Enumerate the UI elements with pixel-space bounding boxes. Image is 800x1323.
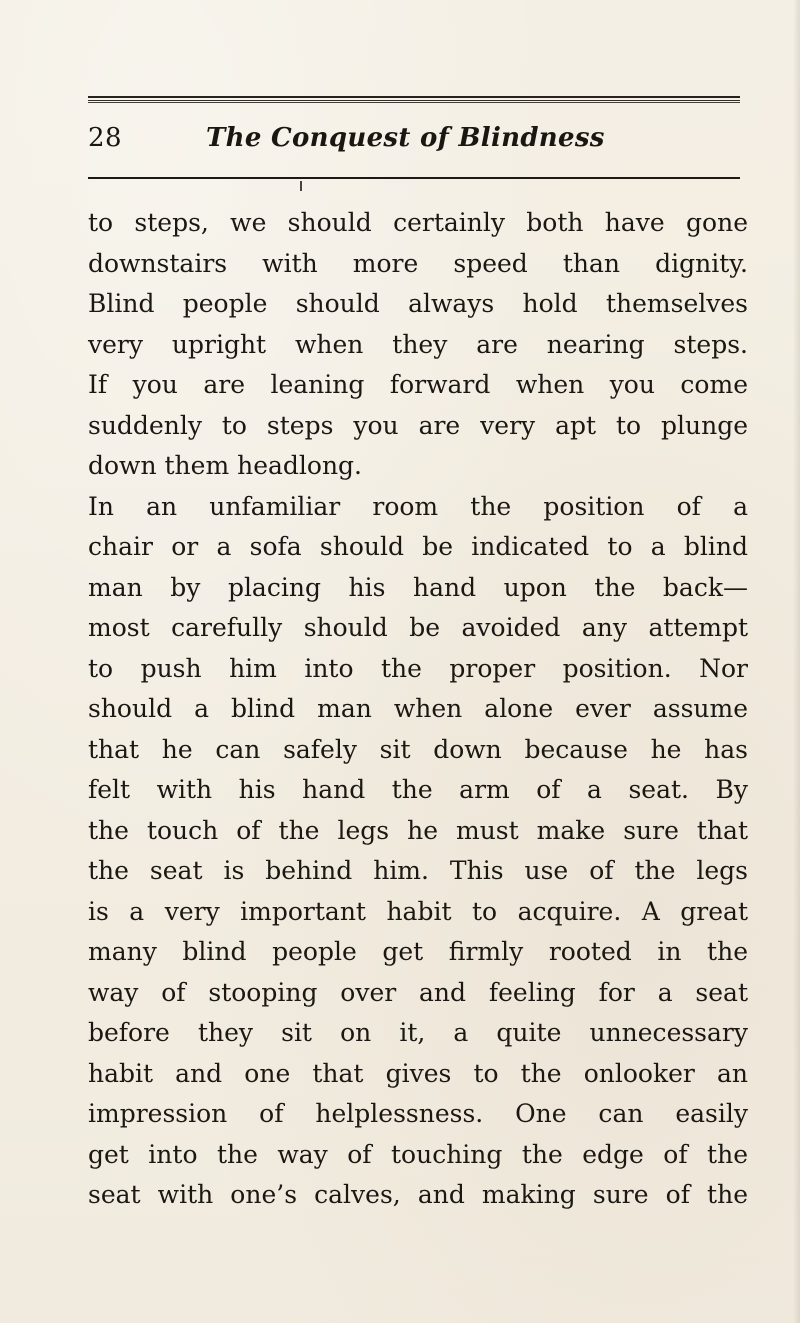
header-top-rule [88,96,740,105]
text-line: In an unfamiliar room the position of a [88,491,748,521]
text-line: to push him into the proper position. Nor [88,653,748,683]
text-line: should a blind man when alone ever assume [88,694,748,723]
text-line: is a very important habit to acquire. A great [88,896,748,926]
text-line: most carefully should be avoided any attempt [88,613,748,642]
text-line: man by placing his hand upon the back— [88,572,748,602]
text-line: habit and one that gives to the onlooker an [88,1058,748,1088]
print-mark [300,181,302,191]
text-line: very upright when they are nearing steps. [88,329,748,359]
text-line: suddenly to steps you are very apt to plunge [88,410,748,440]
text-line: to steps, we should certainly both have gone [88,208,748,237]
body-text [88,203,748,1216]
text-line: downstairs with more speed than dignity. [88,248,748,278]
text-line: felt with his hand the arm of a seat. By [88,775,748,804]
text-line: the seat is behind him. This use of the legs [88,856,748,885]
text-line: Blind people should always hold themselves [88,289,748,318]
text-line: the touch of the legs he must make sure that [88,815,748,845]
text-line: many blind people get firmly rooted in the [88,937,748,966]
text-line: down them headlong. [88,451,362,480]
text-line: that he can safely sit down because he has [88,734,748,764]
header-bottom-rule [88,177,740,179]
text-line: before they sit on it, a quite unnecessary [88,1018,748,1047]
running-title: The Conquest of Blindness [206,123,605,153]
text-line: seat with one’s calves, and making sure of the [88,1180,748,1209]
page-number: 28 [88,123,123,153]
text-line: way of stooping over and feeling for a seat [88,977,748,1007]
text-line: chair or a sofa should be indicated to a blind [88,532,748,561]
text-line: get into the way of touching the edge of the [88,1139,748,1169]
page-edge-shadow [793,0,800,1323]
text-line: impression of helplessness. One can easily [88,1099,748,1128]
running-header [88,118,740,168]
text-line: If you are leaning forward when you come [88,370,748,399]
